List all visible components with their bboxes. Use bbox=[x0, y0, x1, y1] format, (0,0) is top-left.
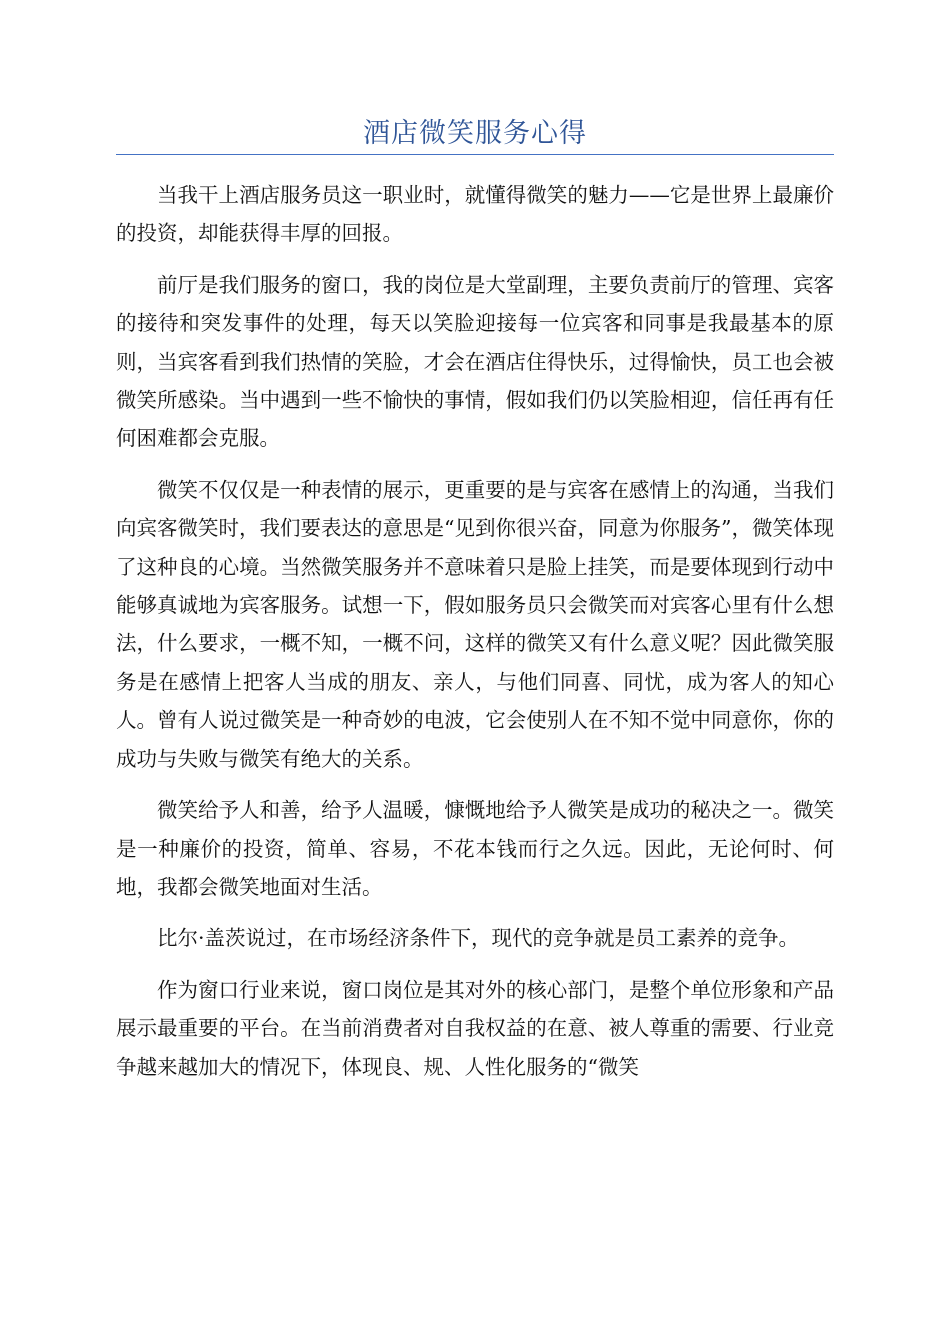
paragraph-4: 微笑给予人和善，给予人温暖，慷慨地给予人微笑是成功的秘决之一。微笑是一种廉价的投资，简单、容易，不花本钱而行之久远。因此，无论何时、何地，我都会微笑地面对生活。 bbox=[116, 798, 834, 899]
paragraph-3: 微笑不仅仅是一种表情的展示，更重要的是与宾客在感情上的沟通，当我们向宾客微笑时，我们要表达的意思是“见到你很兴奋，同意为你服务”，微笑体现了这种良的心境。当然微笑服务并不意味着只是脸上挂笑，而是要体现到行动中能够真诚地为宾客服务。试想一下，假如服务员只会微笑而对宾客心里有什么想法，什么要求，一概不知，一概不问，这样的微笑又有什么意义呢？因此微笑服务是在感情上把客人当成的朋友、亲人，与他们同喜、同忧，成为客人的知心人。曾有人说过微笑是一种奇妙的电波，它会使别人在不知不觉中同意你，你的成功与失败与微笑有绝大的关系。 bbox=[116, 477, 834, 771]
title-underline-divider bbox=[116, 154, 834, 155]
paragraph-2: 前厅是我们服务的窗口，我的岗位是大堂副理，主要负责前厅的管理、宾客的接待和突发事件的处理，每天以笑脸迎接每一位宾客和同事是我最基本的原则，当宾客看到我们热情的笑脸，才会在酒店住得快乐，过得愉快，员工也会被微笑所感染。当中遇到一些不愉快的事情，假如我们仍以笑脸相迎，信任再有任何困难都会克服。 bbox=[116, 272, 834, 451]
paragraph-5: 比尔·盖茨说过，在市场经济条件下，现代的竞争就是员工素养的竞争。 bbox=[157, 926, 800, 951]
document-title: 酒店微笑服务心得 bbox=[363, 118, 587, 149]
paragraph-6: 作为窗口行业来说，窗口岗位是其对外的核心部门，是整个单位形象和产品展示最重要的平台。在当前消费者对自我权益的在意、被人尊重的需要、行业竞争越来越加大的情况下，体现良、规、人性化服务的“微笑 bbox=[116, 977, 834, 1079]
paragraph-1: 当我干上酒店服务员这一职业时，就懂得微笑的魅力——它是世界上最廉价的投资，却能获得丰厚的回报。 bbox=[116, 183, 834, 246]
document-body bbox=[116, 176, 834, 1099]
